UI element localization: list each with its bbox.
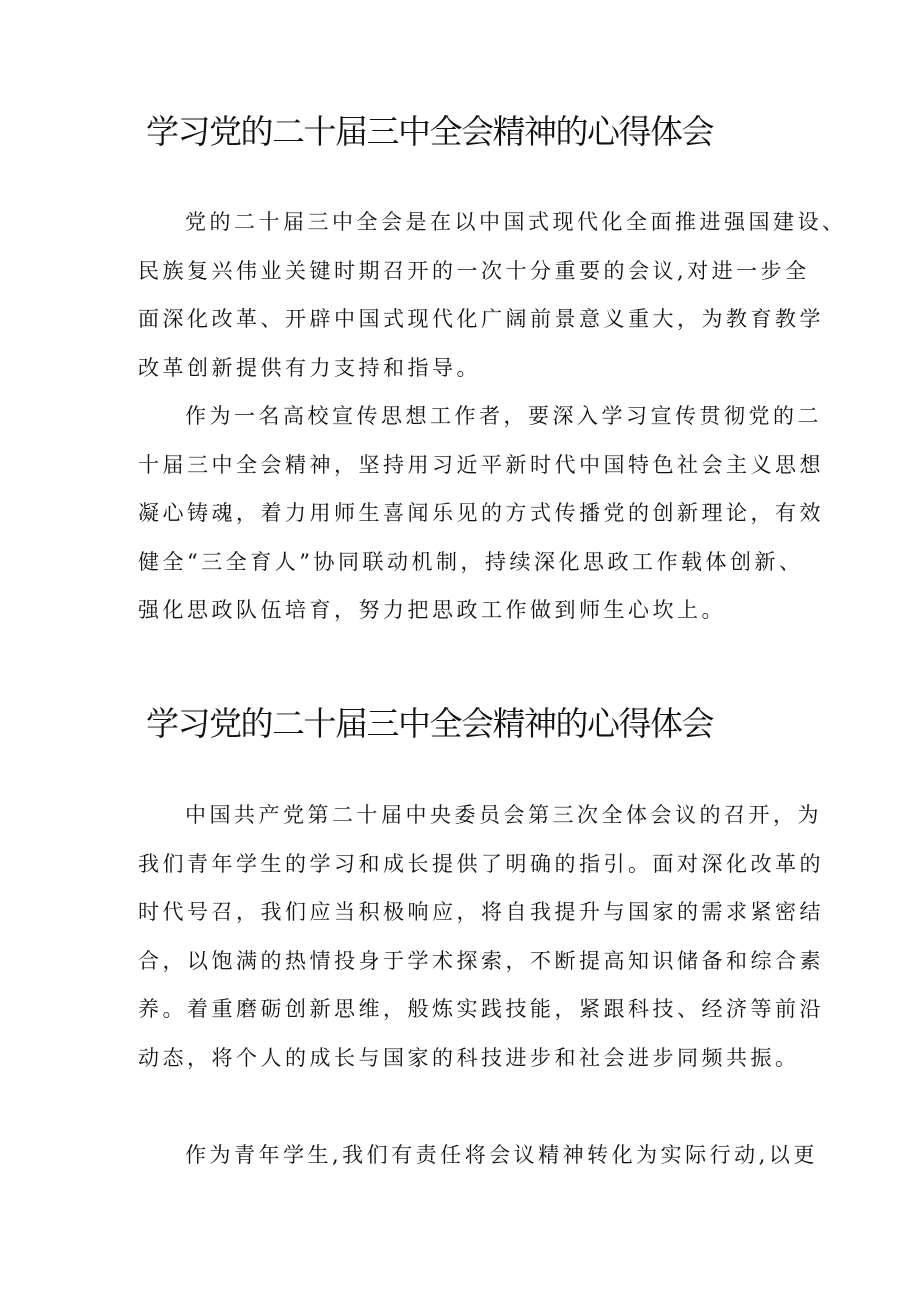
text-line: 改革创新提供有力支持和指导。 — [138, 355, 481, 380]
text-line: 作为一名高校宣传思想工作者，要深入学习宣传贯彻党的二 — [185, 404, 822, 428]
text-line: 强化思政队伍培育，努力把思政工作做到师生心坎上。 — [138, 598, 726, 622]
text-line: 养。着重磨砺创新思维，般炼实践技能，紧跟科技、经济等前沿 — [138, 997, 824, 1021]
text-line: 凝心铸魂，着力用师生喜闻乐见的方式传播党的创新理论，有效 — [138, 501, 824, 525]
section-2-paragraph-1 — [138, 791, 824, 1082]
section-1-title: 学习党的二十届三中全会精神的心得体会 — [146, 112, 713, 151]
text-line: 中国共产党第二十届中央委员会第三次全体会议的召开，为 — [185, 803, 822, 827]
text-line: 十届三中全会精神，坚持用习近平新时代中国特色社会主义思想 — [138, 452, 824, 477]
section-2-title: 学习党的二十届三中全会精神的心得体会 — [146, 704, 713, 743]
text-line: 动态，将个人的成长与国家的科技进步和社会进步同频共振。 — [138, 1045, 800, 1070]
section-1-paragraph-2 — [138, 392, 824, 635]
text-line: 面深化改革、开辟中国式现代化广阔前景意义重大，为教育教学 — [138, 307, 824, 331]
text-line: 党的二十届三中全会是在以中国式现代化全面推进强国建设、 — [185, 210, 847, 234]
section-1-paragraph-1 — [138, 198, 847, 392]
text-line: 时代号召，我们应当积极响应，将自我提升与国家的需求紧密结 — [138, 900, 824, 924]
text-line: 合，以饱满的热情投身于学术探索，不断提高知识储备和综合素 — [138, 948, 824, 973]
section-2-paragraph-2 — [138, 1131, 818, 1180]
text-line: 民族复兴伟业关键时期召开的一次十分重要的会议,对进一步全 — [138, 258, 810, 283]
text-line: 作为青年学生,我们有责任将会议精神转化为实际行动,以更 — [185, 1143, 818, 1167]
text-line: 健全“三全育人”协同联动机制，持续深化思政工作载体创新、 — [138, 549, 804, 574]
text-line: 我们青年学生的学习和成长提供了明确的指引。面对深化改革的 — [138, 851, 824, 876]
